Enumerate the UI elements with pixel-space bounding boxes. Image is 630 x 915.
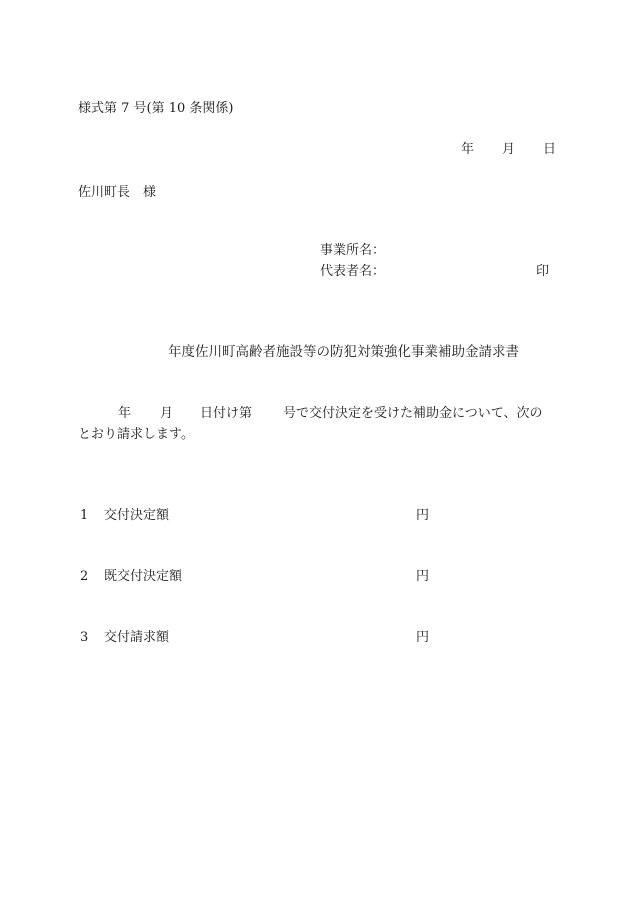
representative-label: 代表者名： <box>320 264 386 279</box>
item-unit: 円 <box>416 508 430 523</box>
item-number: 3 <box>80 630 89 645</box>
addressee: 佐川町長 様 <box>78 185 157 200</box>
body-year: 年 <box>118 406 132 421</box>
item-label: 既交付決定額 <box>104 569 183 584</box>
date-day-label: 日 <box>543 142 557 157</box>
seal-mark: 印 <box>536 264 550 279</box>
date-year-label: 年 <box>461 142 475 157</box>
item-unit: 円 <box>416 569 430 584</box>
item-label: 交付決定額 <box>104 508 170 523</box>
body-main-text: 号で交付決定を受けた補助金について、次の <box>283 406 543 421</box>
item-label: 交付請求額 <box>104 630 170 645</box>
body-month: 月 <box>160 406 174 421</box>
body-line-2: とおり請求します。 <box>78 427 194 442</box>
body-dated-no: 日付け第 <box>200 406 253 421</box>
item-number: 2 <box>80 569 89 584</box>
body-line-1 <box>78 406 558 484</box>
date-month-label: 月 <box>502 142 516 157</box>
document-title: 年度佐川町高齢者施設等の防犯対策強化事業補助金請求書 <box>168 344 519 360</box>
business-name-label: 事業所名： <box>320 243 386 258</box>
item-unit: 円 <box>416 630 430 645</box>
item-number: 1 <box>80 508 89 523</box>
form-number: 様式第 7 号(第 10 条関係) <box>78 101 234 116</box>
